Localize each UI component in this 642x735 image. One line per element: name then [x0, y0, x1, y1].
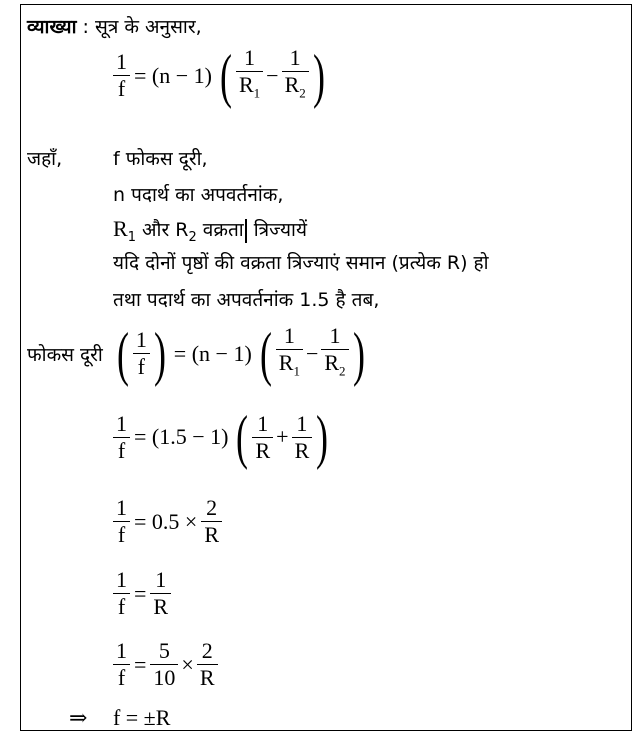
solution-box [20, 4, 632, 731]
final-result [69, 705, 170, 731]
close-paren: ) [312, 42, 325, 109]
lens-maker-formula [113, 42, 329, 109]
where-label: जहाँ, [27, 148, 63, 170]
implies-arrow: ⇒ [69, 705, 88, 730]
focal-label: फोकस दूरी [27, 343, 103, 366]
step-4-formula: $\frac{1}{f}$ = $\frac{5}{10}$ × $\frac{2}{R}$ [113, 638, 218, 691]
focal-lhs-fraction: $\frac{1}{f}$ [133, 327, 150, 380]
where-line-2: n पदार्थ का अपवर्तनांक, [113, 184, 284, 206]
heading-colon: : [82, 16, 89, 38]
where-line-1: f फोकस दूरी, [113, 148, 208, 170]
where-line-4: यदि दोनों पृष्ठों की वक्रता त्रिज्याएं समान (प्रत्येक R) हो [113, 252, 489, 274]
minus-op: − [266, 62, 279, 88]
step-2-formula: $\frac{1}{f}$ = 0.5 × $\frac{2}{R}$ [113, 495, 222, 548]
focal-term1-fraction: $\frac{1}{R_1}$ [276, 323, 303, 384]
open-paren: ( [219, 42, 232, 109]
focal-formula: फोकस दूरी ( $\frac{1}{f}$ ) = (n − 1) ( $\frac{1}{R_1}$ − $\frac{1}{R_2}$ ) [27, 320, 365, 387]
where-line-3: $R_1$ और $R_2$ वक्रता त्रिज्यायें [113, 216, 307, 245]
equals-term: = (n − 1) [134, 62, 212, 88]
where-line-5: तथा पदार्थ का अपवर्तनांक 1.5 है तब, [113, 289, 380, 311]
lhs-fraction: $\frac{1}{f}$ [113, 49, 130, 102]
explanation-heading [27, 13, 202, 39]
step-1-formula: $\frac{1}{f}$ = (1.5 − 1) ( $\frac{1}{R}$ + $\frac{1}{R}$ ) [113, 407, 332, 467]
heading-text: सूत्र के अनुसार, [95, 16, 202, 38]
term1-fraction: $\frac{1}{R_1}$ [236, 45, 263, 106]
explanation-label: व्याख्या [27, 16, 77, 38]
result-text: f = ±R [112, 705, 171, 730]
step-3-formula: $\frac{1}{f}$ = $\frac{1}{R}$ [113, 567, 171, 620]
term2-fraction: $\frac{1}{R_2}$ [282, 45, 309, 106]
focal-term2-fraction: $\frac{1}{R_2}$ [321, 323, 348, 384]
text-cursor [245, 219, 247, 243]
